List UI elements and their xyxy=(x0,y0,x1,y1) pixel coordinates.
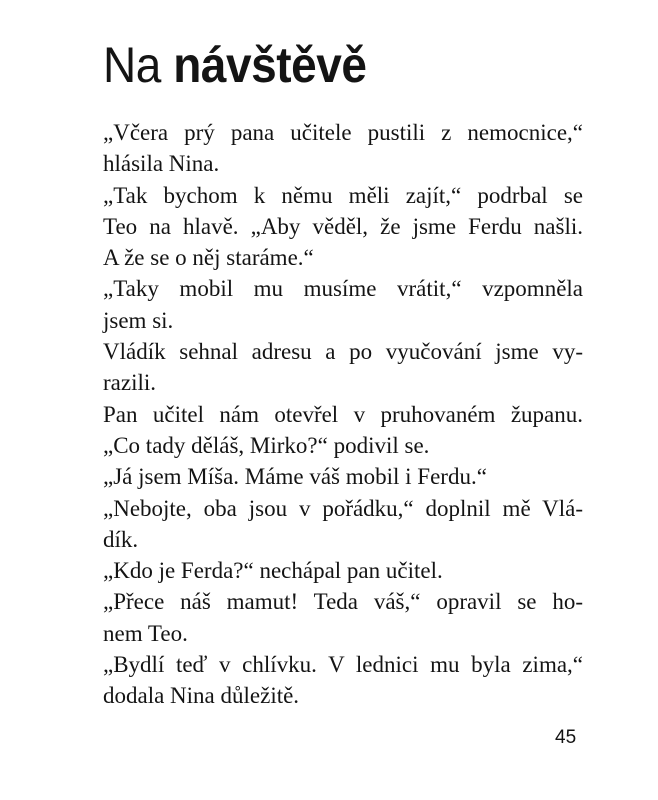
text-line: hlásila Nina. xyxy=(103,151,220,177)
text-line: razili. xyxy=(103,370,156,396)
chapter-title-regular: Na xyxy=(103,37,174,93)
page-number: 45 xyxy=(555,727,577,748)
text-line: nem Teo. xyxy=(103,620,188,646)
text-line: „Nebojte, oba jsou v pořádku,“ doplnil mě Vlá- xyxy=(103,495,583,521)
chapter-title-bold: návštěvě xyxy=(173,37,367,93)
text-line: Pan učitel nám otevřel v pruhovaném županu. xyxy=(103,401,583,427)
text-line: A že se o něj staráme.“ xyxy=(103,245,314,271)
text-line: „Přece náš mamut! Teda váš,“ opravil se ho- xyxy=(103,589,583,615)
text-line: „Tak bychom k němu měli zajít,“ podrbal se xyxy=(103,182,583,208)
text-line: jsem si. xyxy=(103,307,174,333)
text-line: dodala Nina důležitě. xyxy=(103,683,300,709)
text-line: „Taky mobil mu musíme vrátit,“ vzpomněla xyxy=(103,276,583,302)
chapter-title xyxy=(103,37,367,93)
text-line: „Já jsem Míša. Máme váš mobil i Ferdu.“ xyxy=(103,464,487,490)
text-line: „Bydlí teď v chlívku. V lednici mu byla zima,“ xyxy=(103,652,583,678)
body-text xyxy=(103,117,583,712)
text-line: „Kdo je Ferda?“ nechápal pan učitel. xyxy=(103,558,443,584)
text-line: „Co tady děláš, Mirko?“ podivil se. xyxy=(103,432,430,458)
text-line: dík. xyxy=(103,526,139,552)
text-line: Vládík sehnal adresu a po vyučování jsme vy- xyxy=(103,339,583,365)
text-line: Teo na hlavě. „Aby věděl, že jsme Ferdu našli. xyxy=(103,213,583,239)
text-line: „Včera prý pana učitele pustili z nemocnice,“ xyxy=(103,120,583,145)
